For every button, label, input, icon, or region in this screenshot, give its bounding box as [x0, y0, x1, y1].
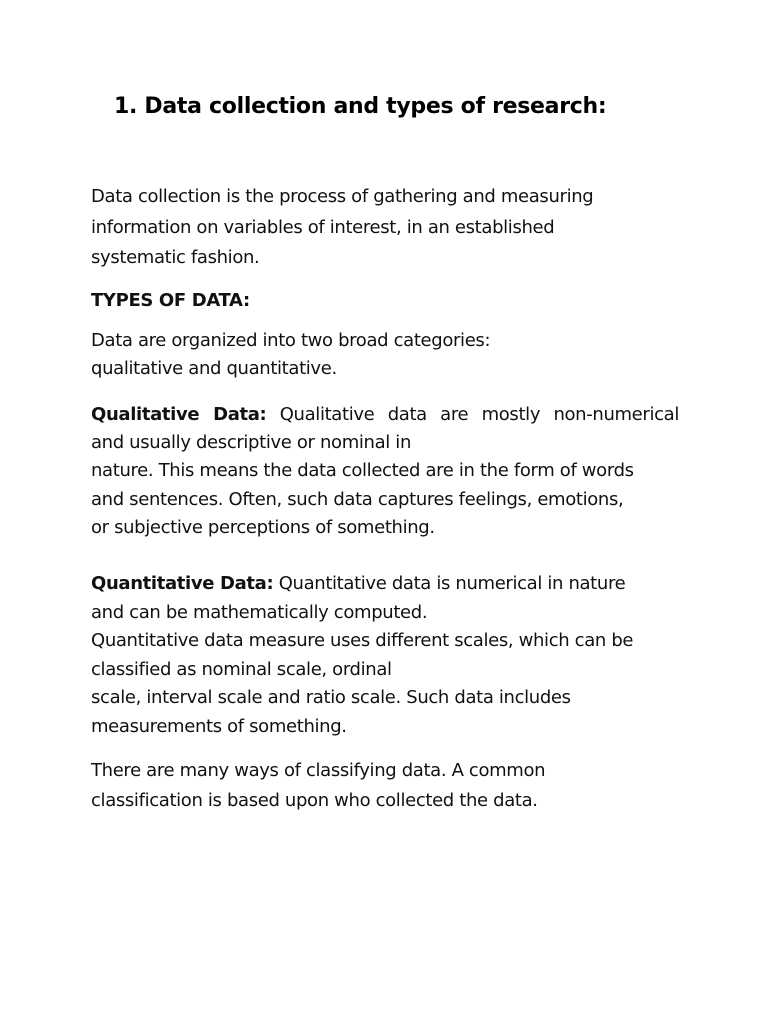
intro-line: information on variables of interest, in an established [91, 216, 555, 238]
quantitative-first-line-text: Quantitative data is numerical in nature [278, 573, 626, 594]
types-of-data-heading: TYPES OF DATA: [91, 290, 250, 311]
classification-paragraph [91, 756, 679, 815]
quantitative-line: and can be mathematically computed. [91, 601, 428, 623]
qualitative-line: or subjective perceptions of something. [91, 516, 435, 538]
qualitative-line: and usually descriptive or nominal in [91, 432, 412, 454]
categories-line: Data are organized into two broad categories: [91, 330, 491, 351]
categories-line: qualitative and quantitative. [91, 358, 337, 379]
quantitative-line: Quantitative data measure uses different scales, which can be [91, 630, 634, 652]
classification-line: There are many ways of classifying data. A common [91, 760, 546, 781]
qualitative-first-line-text: Qualitative data are mostly non-numerical [279, 404, 679, 425]
quantitative-label: Quantitative Data: [91, 573, 274, 594]
qualitative-paragraph [91, 401, 679, 542]
section-heading: 1. Data collection and types of research: [114, 94, 607, 119]
qualitative-line: nature. This means the data collected are in the form of words [91, 460, 634, 482]
intro-line: systematic fashion. [91, 247, 260, 268]
qualitative-label: Qualitative Data: [91, 404, 267, 425]
qualitative-first-line [91, 401, 679, 429]
quantitative-line: measurements of something. [91, 715, 347, 737]
quantitative-first-line [91, 570, 679, 599]
intro-line: Data collection is the process of gathering and measuring [91, 186, 594, 207]
intro-paragraph [91, 182, 679, 274]
categories-paragraph [91, 327, 679, 383]
qualitative-line: and sentences. Often, such data captures feelings, emotions, [91, 488, 624, 510]
classification-line: classification is based upon who collected the data. [91, 789, 538, 811]
quantitative-paragraph [91, 570, 679, 742]
quantitative-line: scale, interval scale and ratio scale. Such data includes [91, 687, 571, 709]
quantitative-line: classified as nominal scale, ordinal [91, 658, 392, 680]
